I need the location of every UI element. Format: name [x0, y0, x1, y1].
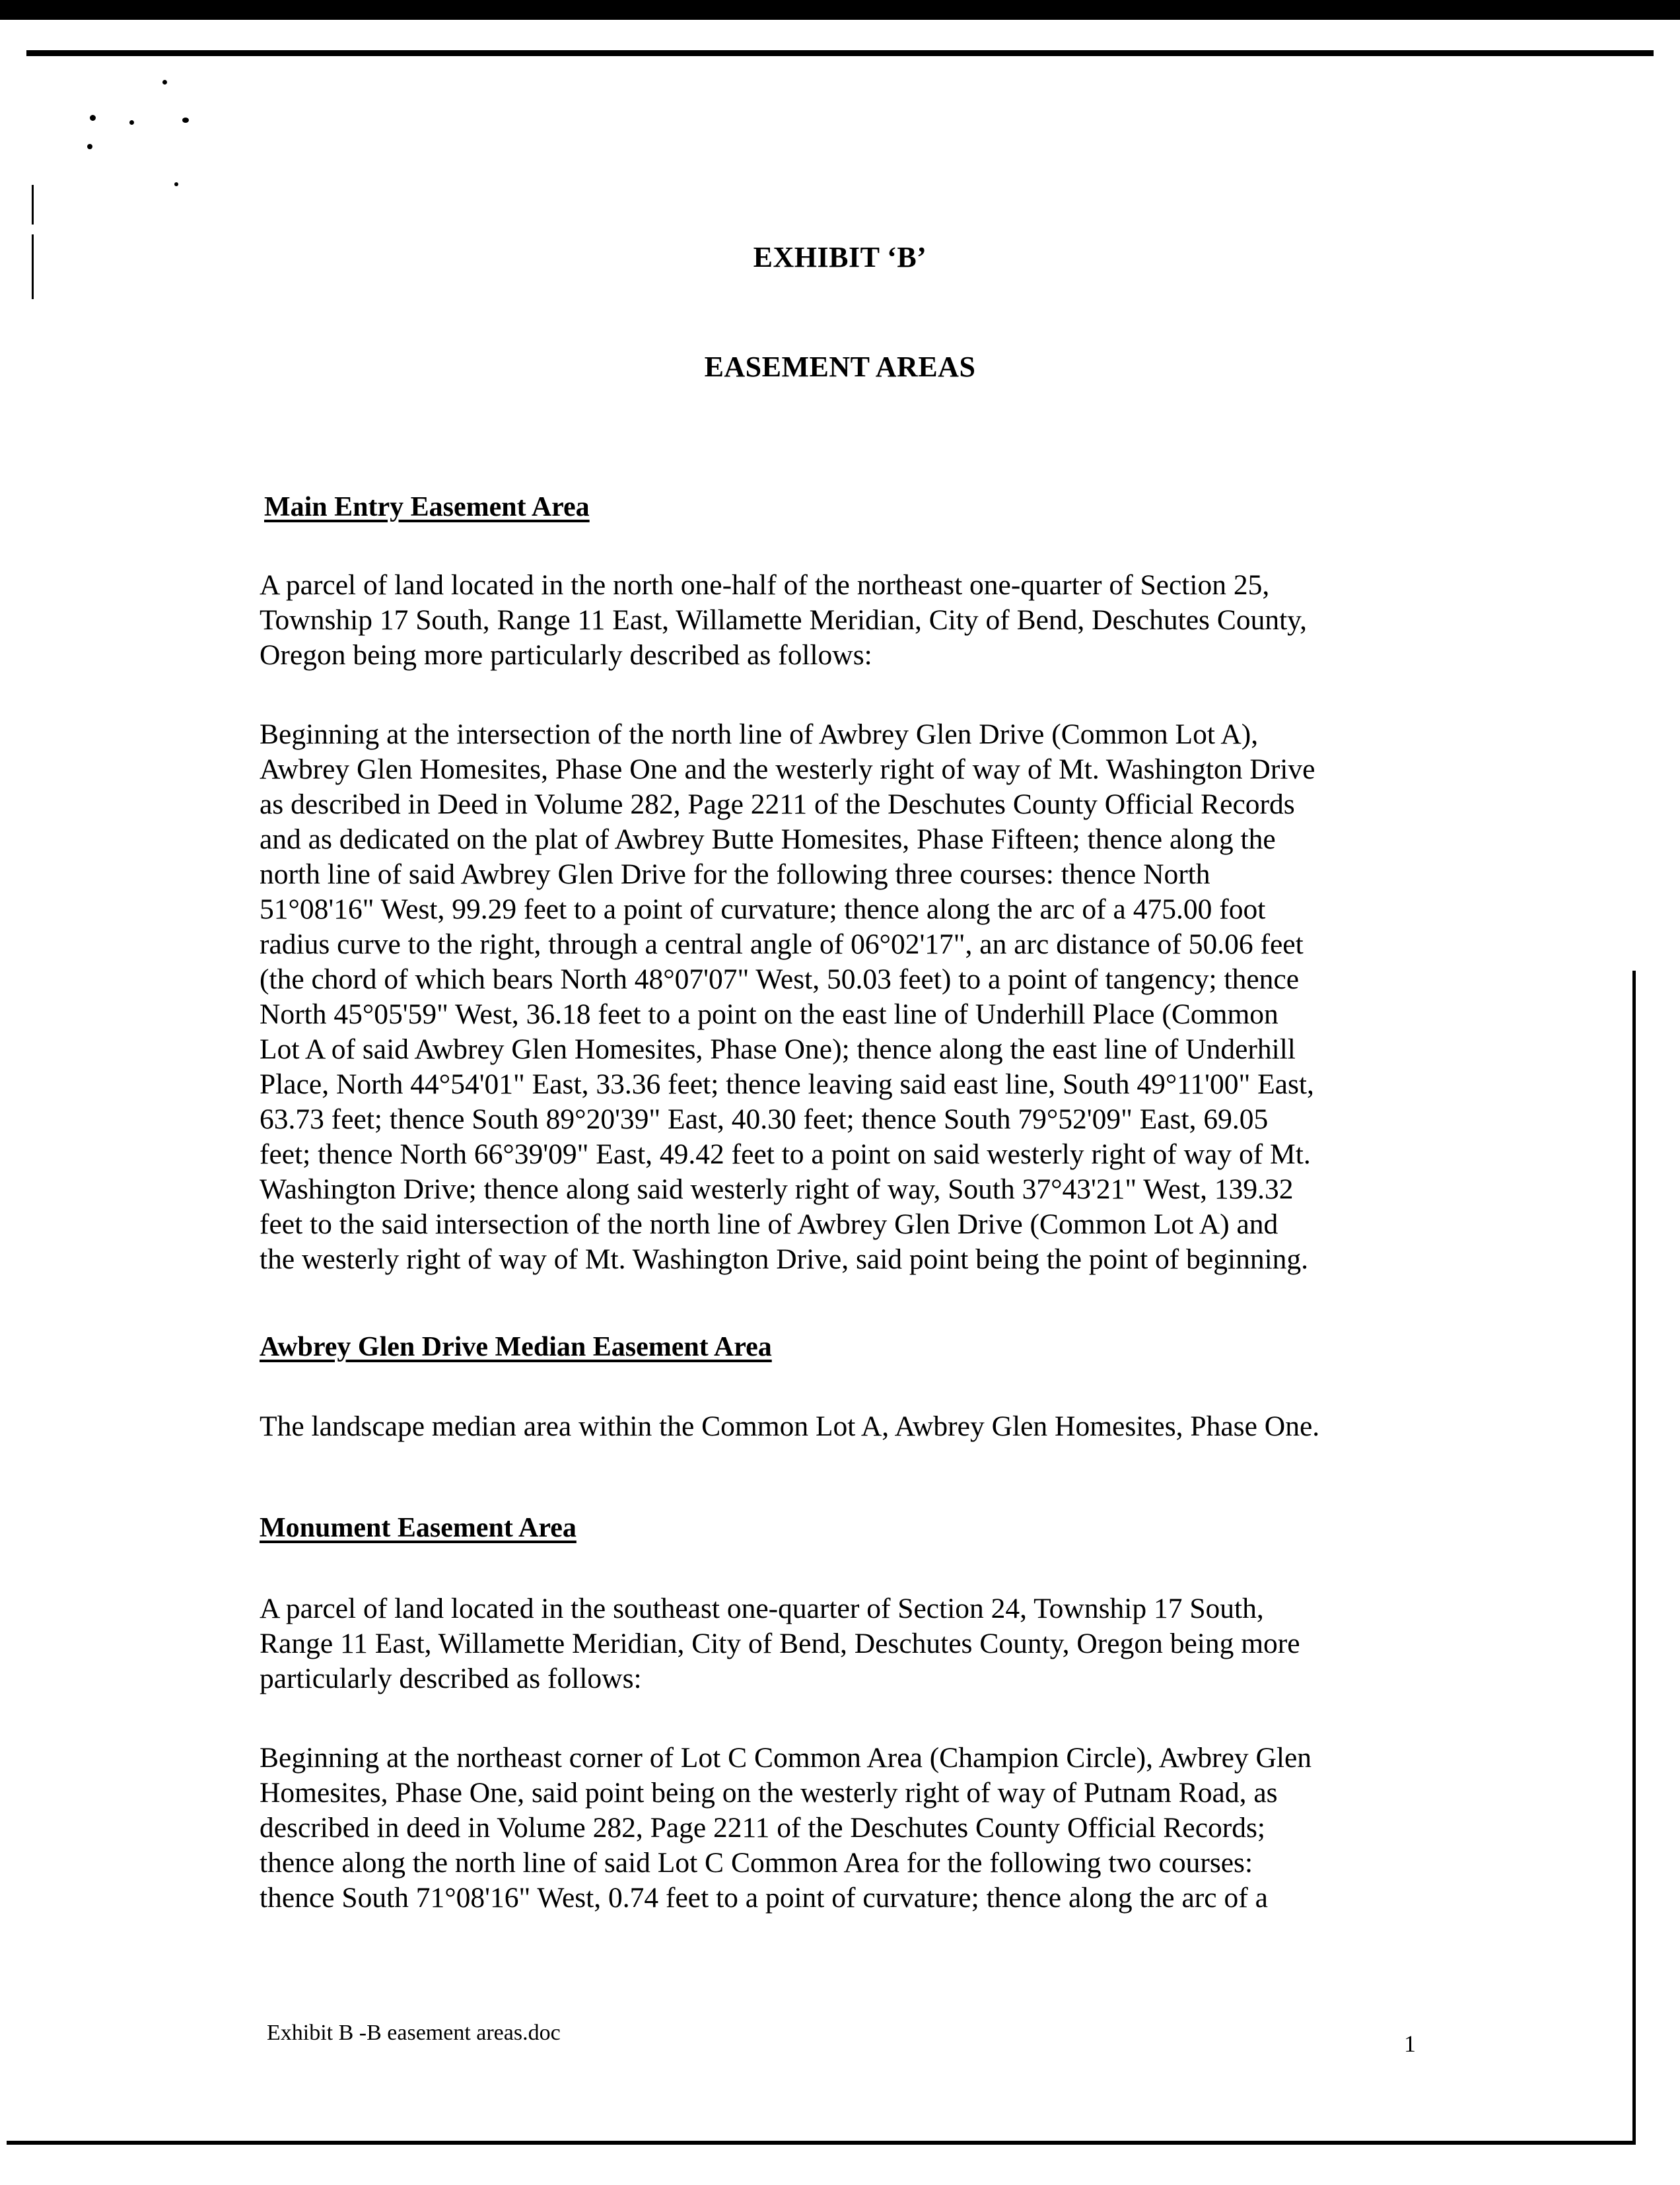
scan-speckle — [174, 182, 178, 186]
scan-speckle — [129, 120, 134, 125]
main-entry-description-paragraph: Beginning at the intersection of the north line of Awbrey Glen Drive (Common Lot A), Awbrey Glen Homesites, Phase One and the westerly right of way of Mt. Washington Drive as described in Deed in Volume 282, Page 2211 of the Deschutes County Official Records and as dedicated on the plat of Awbrey Butte Homesites, Phase Fifteen; thence along the north line of said Awbrey Glen Drive for the following three courses: thence North 51°08'16" West, 99.29 feet to a point of curvature; thence along the arc of a 475.00 foot radius curve to the right, through a central angle of 06°02'17", an arc distance of 50.06 feet (the chord of which bears North 48°07'07" West, 50.03 feet) to a point of tangency; thence North 45°05'59" West, 36.18 feet to a point on the east line of Underhill Place (Common Lot A of said Awbrey Glen Homesites, Phase One); thence along the east line of Underhill Place, North 44°54'01" East, 33.36 feet; thence leaving said east line, South 49°11'00" East, 63.73 feet; thence South 89°20'39" East, 40.30 feet; thence South 79°52'09" East, 69.05 feet; thence North 66°39'09" East, 49.42 feet to a point on said westerly right of way of Mt. Washington Drive; thence along said westerly right of way, South 37°43'21" West, 139.32 feet to the said intersection of the north line of Awbrey Glen Drive (Common Lot A) and the westerly right of way of Mt. Washington Drive, said point being the point of beginning. — [260, 718, 1315, 1275]
footer-filename: Exhibit B -B easement areas.doc — [267, 2021, 561, 2045]
scan-speckle — [182, 118, 189, 123]
exhibit-title: EXHIBIT ‘B’ — [753, 241, 927, 273]
scan-bottom-rule — [7, 2141, 1635, 2145]
scan-speckle — [90, 115, 96, 121]
scan-left-mark — [32, 185, 34, 225]
monument-description-paragraph: Beginning at the northeast corner of Lot C Common Area (Champion Circle), Awbrey Glen Homesites, Phase One, said point being on the westerly right of way of Putnam Road, as described in deed in Volume 282, Page 2211 of the Deschutes County Official Records; thence along the north line of said Lot C Common Area for the following two courses: thence South 71°08'16" West, 0.74 feet to a point of curvature; thence along the arc of a — [260, 1742, 1312, 1914]
section-heading-monument: Monument Easement Area — [260, 1513, 577, 1543]
scan-speckle — [162, 80, 167, 85]
page-number: 1 — [1404, 2030, 1416, 2057]
scan-top-rule — [26, 50, 1654, 56]
main-entry-parcel-paragraph: A parcel of land located in the north one-half of the northeast one-quarter of Section 25, Township 17 South, Range 11 East, Willamette Meridian, City of Bend, Deschutes County, Oregon being more particularly described as follows: — [260, 569, 1307, 671]
monument-parcel-paragraph: A parcel of land located in the southeast one-quarter of Section 24, Township 17 South, Range 11 East, Willamette Meridian, City of Bend, Deschutes County, Oregon being more particularly described as follows: — [260, 1593, 1300, 1694]
scan-top-border — [0, 0, 1680, 20]
page-title: EASEMENT AREAS — [704, 351, 976, 383]
scan-speckle — [87, 144, 92, 149]
scan-right-rule — [1632, 971, 1636, 2145]
section-heading-median: Awbrey Glen Drive Median Easement Area — [260, 1332, 772, 1362]
median-description-paragraph: The landscape median area within the Common Lot A, Awbrey Glen Homesites, Phase One. — [260, 1410, 1320, 1442]
section-heading-main-entry: Main Entry Easement Area — [264, 492, 590, 522]
